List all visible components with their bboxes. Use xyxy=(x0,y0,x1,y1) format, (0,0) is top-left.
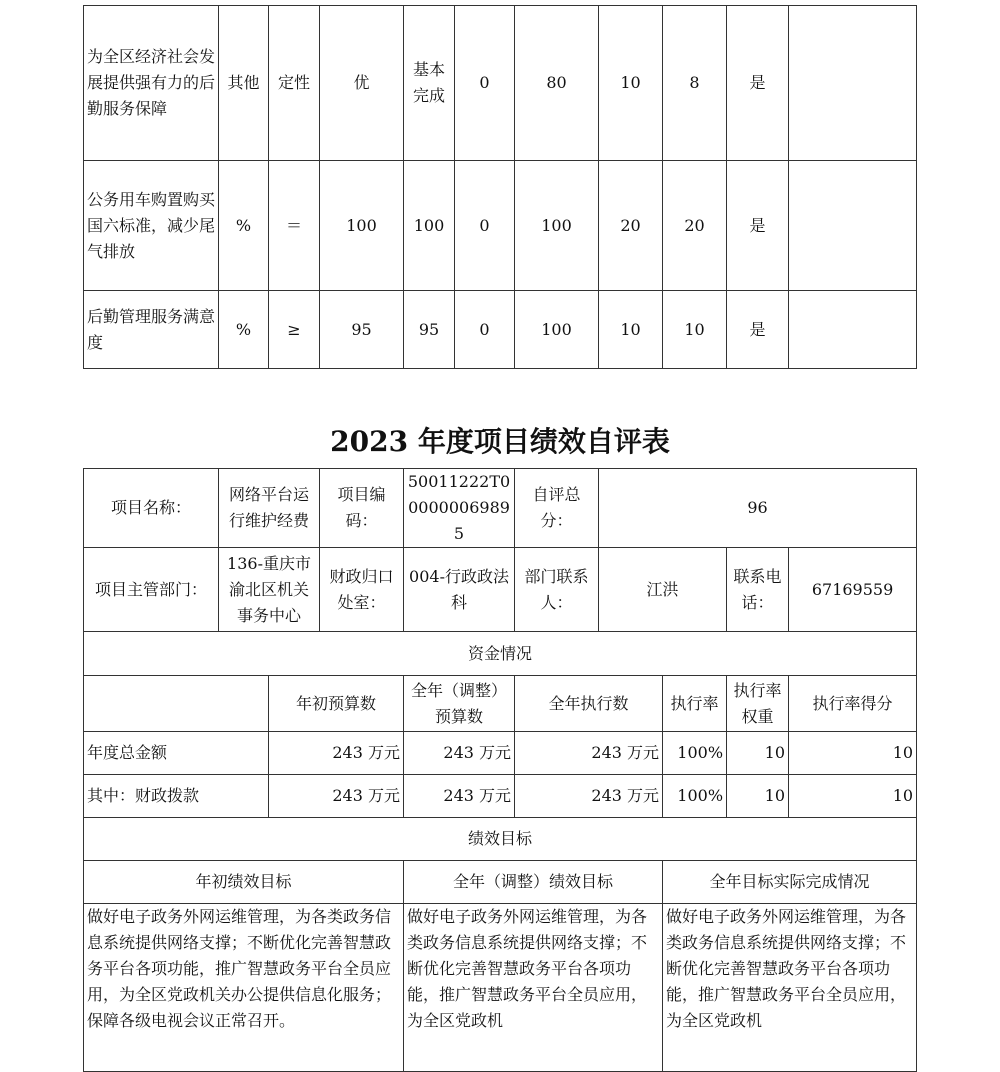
indicator-table xyxy=(83,5,916,369)
indicator-actual: 基本完成 xyxy=(404,6,455,161)
funds-score: 10 xyxy=(789,732,917,775)
goals-header-initial: 年初绩效目标 xyxy=(84,861,404,904)
funds-row-label: 年度总金额 xyxy=(84,732,269,775)
indicator-unit: % xyxy=(219,161,269,291)
department-value: 136-重庆市渝北区机关事务中心 xyxy=(219,548,320,632)
indicator-name: 公务用车购置购买国六标准，减少尾气排放 xyxy=(84,161,219,291)
indicator-deviation: 0 xyxy=(455,291,515,369)
info-row xyxy=(84,548,917,632)
project-name-value: 网络平台运行维护经费 xyxy=(219,469,320,548)
funds-header-row xyxy=(84,676,917,732)
indicator-rate: 100 xyxy=(515,291,599,369)
funds-executed: 243 万元 xyxy=(515,732,663,775)
indicator-score: 10 xyxy=(663,291,727,369)
phone-value: 67169559 xyxy=(789,548,917,632)
funds-weight: 10 xyxy=(727,775,789,818)
funds-header-initial: 年初预算数 xyxy=(269,676,404,732)
indicator-nature: 定性 xyxy=(269,6,320,161)
contact-value: 江洪 xyxy=(599,548,727,632)
indicator-target: 100 xyxy=(320,161,404,291)
funds-adjusted: 243 万元 xyxy=(404,732,515,775)
goals-actual-text: 做好电子政务外网运维管理，为各类政务信息系统提供网络支撑；不断优化完善智慧政务平台各项功能，推广智慧政务平台全员应用，为全区党政机 xyxy=(663,904,917,1072)
indicator-score: 20 xyxy=(663,161,727,291)
table-row xyxy=(84,775,917,818)
indicator-name: 后勤管理服务满意度 xyxy=(84,291,219,369)
goals-header-adjusted: 全年（调整）绩效目标 xyxy=(404,861,663,904)
indicator-pass: 是 xyxy=(727,291,789,369)
goals-adjusted-text: 做好电子政务外网运维管理，为各类政务信息系统提供网络支撑；不断优化完善智慧政务平台各项功能，推广智慧政务平台全员应用，为全区党政机 xyxy=(404,904,663,1072)
indicator-note xyxy=(789,291,917,369)
indicator-rate: 100 xyxy=(515,161,599,291)
info-row xyxy=(84,469,917,548)
indicator-target: 95 xyxy=(320,291,404,369)
project-code-value: 50011222T000000069895 xyxy=(404,469,515,548)
indicator-weight: 20 xyxy=(599,161,663,291)
indicator-weight: 10 xyxy=(599,6,663,161)
funds-header-weight: 执行率权重 xyxy=(727,676,789,732)
goals-section-title: 绩效目标 xyxy=(84,818,917,861)
indicator-weight: 10 xyxy=(599,291,663,369)
section-row xyxy=(84,818,917,861)
funds-adjusted: 243 万元 xyxy=(404,775,515,818)
self-score-value: 96 xyxy=(599,469,917,548)
funds-header-score: 执行率得分 xyxy=(789,676,917,732)
indicator-actual: 95 xyxy=(404,291,455,369)
funds-rate: 100% xyxy=(663,775,727,818)
indicator-deviation: 0 xyxy=(455,6,515,161)
indicator-actual: 100 xyxy=(404,161,455,291)
evaluation-table xyxy=(83,468,916,1072)
indicator-note xyxy=(789,161,917,291)
project-code-label: 项目编码： xyxy=(320,469,404,548)
funds-score: 10 xyxy=(789,775,917,818)
funds-section-title: 资金情况 xyxy=(84,632,917,676)
table-row xyxy=(84,291,917,369)
funds-executed: 243 万元 xyxy=(515,775,663,818)
funds-header-rate: 执行率 xyxy=(663,676,727,732)
page-title: 2023 年度项目绩效自评表 xyxy=(330,425,670,458)
phone-label: 联系电话： xyxy=(727,548,789,632)
office-label: 财政归口处室： xyxy=(320,548,404,632)
indicator-pass: 是 xyxy=(727,161,789,291)
funds-rate: 100% xyxy=(663,732,727,775)
table-row xyxy=(84,161,917,291)
section-row xyxy=(84,632,917,676)
project-name-label: 项目名称： xyxy=(84,469,219,548)
indicator-nature: ≥ xyxy=(269,291,320,369)
indicator-deviation: 0 xyxy=(455,161,515,291)
funds-row-label: 其中：财政拨款 xyxy=(84,775,269,818)
goals-header-actual: 全年目标实际完成情况 xyxy=(663,861,917,904)
indicator-score: 8 xyxy=(663,6,727,161)
indicator-unit: % xyxy=(219,291,269,369)
funds-weight: 10 xyxy=(727,732,789,775)
office-value: 004-行政政法科 xyxy=(404,548,515,632)
funds-header-blank xyxy=(84,676,269,732)
department-label: 项目主管部门： xyxy=(84,548,219,632)
indicator-nature: ＝ xyxy=(269,161,320,291)
goals-header-row xyxy=(84,861,917,904)
indicator-target: 优 xyxy=(320,6,404,161)
indicator-note xyxy=(789,6,917,161)
funds-initial: 243 万元 xyxy=(269,775,404,818)
funds-initial: 243 万元 xyxy=(269,732,404,775)
table-row xyxy=(84,732,917,775)
table-row xyxy=(84,6,917,161)
self-score-label: 自评总分： xyxy=(515,469,599,548)
indicator-unit: 其他 xyxy=(219,6,269,161)
indicator-name: 为全区经济社会发展提供强有力的后勤服务保障 xyxy=(84,6,219,161)
funds-header-adjusted: 全年（调整）预算数 xyxy=(404,676,515,732)
funds-header-executed: 全年执行数 xyxy=(515,676,663,732)
goals-content-row xyxy=(84,904,917,1072)
goals-initial-text: 做好电子政务外网运维管理，为各类政务信息系统提供网络支撑；不断优化完善智慧政务平台各项功能，推广智慧政务平台全员应用，为全区党政机关办公提供信息化服务；保障各级电视会议正常召开。 xyxy=(84,904,404,1072)
contact-label: 部门联系人： xyxy=(515,548,599,632)
indicator-rate: 80 xyxy=(515,6,599,161)
indicator-pass: 是 xyxy=(727,6,789,161)
